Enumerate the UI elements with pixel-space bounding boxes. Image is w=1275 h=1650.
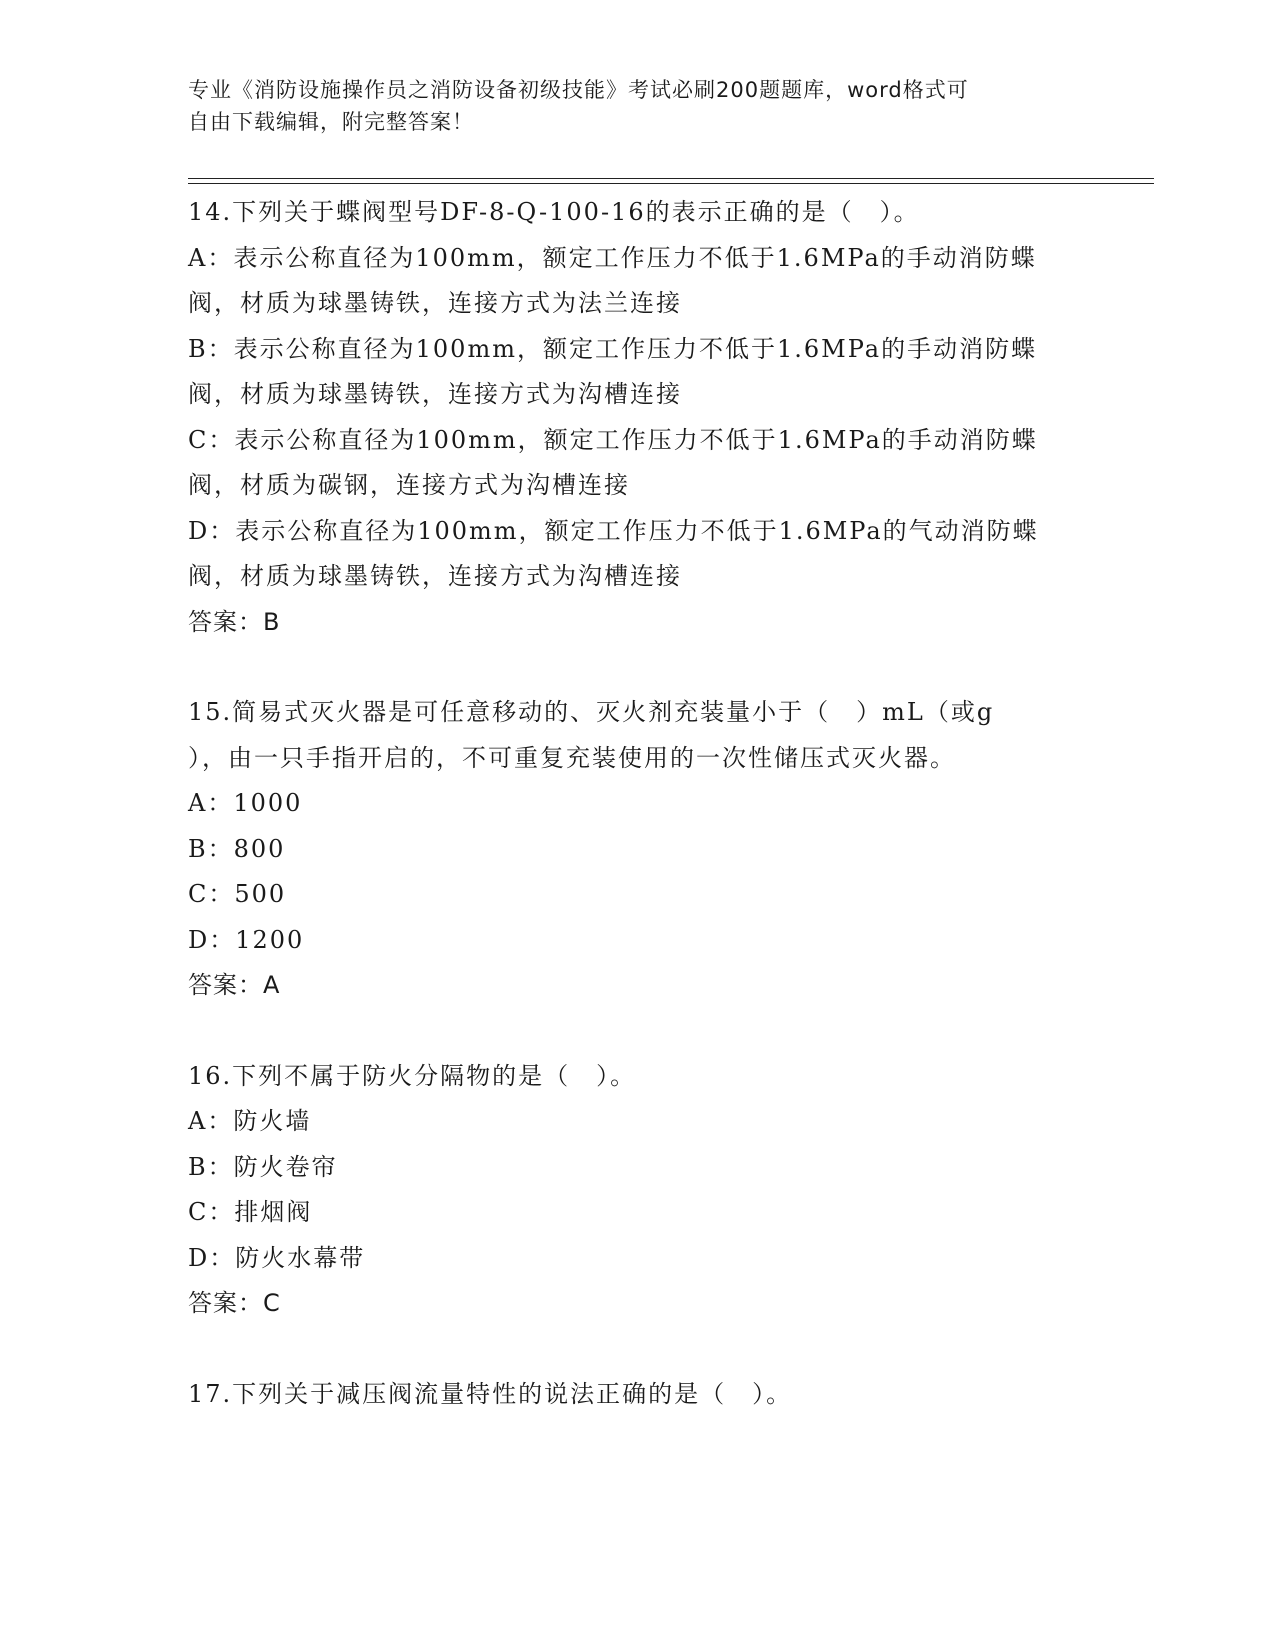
question-list: [188, 190, 1108, 1462]
question-stem: 17.下列关于减压阀流量特性的说法正确的是（ ）。: [188, 1379, 793, 1408]
question-17: [188, 1372, 1108, 1418]
option-a: A：表示公称直径为100mm，额定工作压力不低于1.6MPa的手动消防蝶 阀，材质为球墨铸铁，连接方式为法兰连接: [188, 243, 1037, 317]
option-d: D：防火水幕带: [188, 1243, 366, 1272]
header-line-2: 自由下载编辑，附完整答案！: [188, 110, 474, 134]
answer: 答案：C: [188, 1289, 281, 1317]
question-stem: 15.简易式灭火器是可任意移动的、灭火剂充装量小于（ ）mL（或g: [188, 698, 995, 726]
option-c: C：500: [188, 880, 287, 908]
header-divider-bottom: [188, 183, 1154, 184]
question-15: [188, 690, 1108, 1009]
option-d: D：1200: [188, 925, 305, 954]
answer: 答案：B: [188, 607, 281, 636]
question-14: [188, 190, 1108, 645]
question-stem: 14.下列关于蝶阀型号DF-8-Q-100-16的表示正确的是（ ）。: [188, 198, 920, 226]
document-header: [188, 74, 1088, 138]
header-divider-top: [188, 178, 1154, 179]
option-b: B：表示公称直径为100mm，额定工作压力不低于1.6MPa的手动消防蝶 阀，材质为球墨铸铁，连接方式为沟槽连接: [188, 334, 1038, 408]
option-b: B：防火卷帘: [188, 1152, 338, 1181]
option-c: C：表示公称直径为100mm，额定工作压力不低于1.6MPa的手动消防蝶 阀，材质为碳钢，连接方式为沟槽连接: [188, 425, 1038, 499]
option-a: A：1000: [188, 789, 303, 817]
option-a: A：防火墙: [188, 1107, 312, 1135]
question-stem: 16.下列不属于防火分隔物的是（ ）。: [188, 1061, 637, 1090]
option-d: D：表示公称直径为100mm，额定工作压力不低于1.6MPa的气动消防蝶 阀，材质为球墨铸铁，连接方式为沟槽连接: [188, 516, 1039, 590]
answer: 答案：A: [188, 971, 281, 999]
header-line-1: 专业《消防设施操作员之消防设备初级技能》考试必刷200题题库，word格式可: [188, 78, 969, 102]
option-c: C：排烟阀: [188, 1198, 313, 1226]
option-b: B：800: [188, 834, 286, 863]
question-16: [188, 1054, 1108, 1327]
question-stem-continued: ），由一只手指开启的，不可重复充装使用的一次性储压式灭火器。: [188, 743, 956, 772]
